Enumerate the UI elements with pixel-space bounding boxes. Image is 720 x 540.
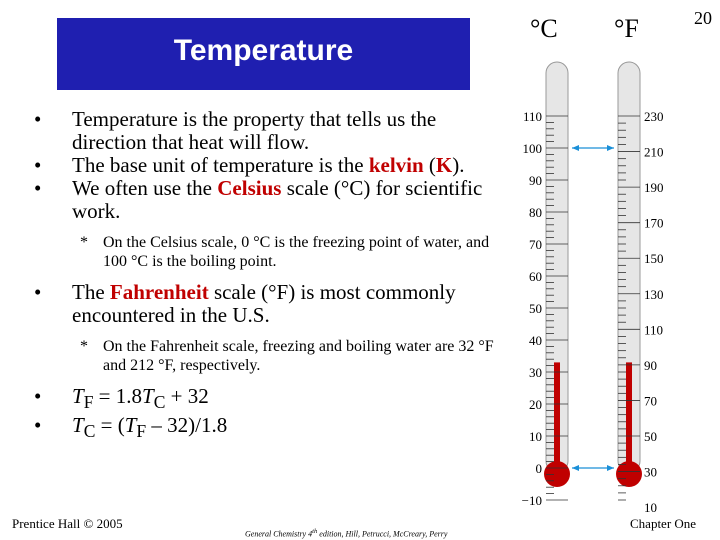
arrowhead	[572, 145, 579, 151]
title-banner	[57, 18, 470, 90]
fahrenheit-liquid	[626, 362, 632, 466]
celsius-tick-label: −10	[521, 493, 542, 508]
sub-bullet-text: On the Celsius scale, 0 °C is the freezing point of water, and 100 °C is the boiling point.	[103, 234, 490, 270]
sub-bullet-item	[28, 337, 498, 375]
fahrenheit-tick-label: 50	[644, 429, 657, 444]
bullet-text: Temperature is the property that tells us the direction that heat will flow.	[72, 107, 437, 154]
arrowhead	[607, 465, 614, 471]
celsius-tick-label: 100	[522, 141, 542, 156]
formula-var: T	[72, 384, 84, 408]
bullet-dot: •	[34, 280, 42, 304]
celsius-term: Celsius	[217, 176, 282, 200]
fahrenheit-tick-label: 90	[644, 357, 657, 373]
formula-text: + 32	[165, 384, 209, 408]
footer-chapter: Chapter One	[630, 516, 697, 531]
bullet-text: ).	[452, 153, 465, 177]
celsius-tick-label: 60	[529, 269, 542, 284]
celsius-tick-label: 70	[529, 237, 542, 252]
fahrenheit-term: Fahrenheit	[109, 280, 209, 304]
fahrenheit-tick-label: 130	[644, 286, 664, 302]
fahrenheit-unit-label: °F	[614, 14, 639, 43]
formula-item	[28, 414, 498, 443]
kelvin-symbol: K	[435, 153, 453, 177]
citation-sup: th	[312, 528, 318, 535]
formula-text: = (	[95, 413, 125, 438]
fahrenheit-tick-label: 30	[644, 464, 657, 480]
bullet-item	[28, 281, 498, 327]
celsius-tick-label: 110	[522, 109, 542, 124]
formula-sub: F	[136, 421, 147, 442]
sub-bullet-marker: *	[80, 234, 88, 251]
bullet-item	[28, 108, 498, 154]
arrowhead	[572, 465, 579, 471]
kelvin-term: kelvin	[368, 153, 424, 177]
formula-var: T	[72, 413, 84, 438]
celsius-tick-label: 40	[529, 333, 542, 348]
celsius-liquid	[554, 362, 560, 466]
celsius-tick-label: 50	[529, 301, 542, 316]
celsius-tick-label: 30	[529, 365, 542, 380]
celsius-tick-label: 20	[529, 397, 542, 412]
citation-text: edition, Hill, Petrucci, McCreary, Perry	[317, 529, 448, 539]
bullet-text: scale (°C) for scientific work.	[72, 176, 483, 223]
citation-text: General Chemistry 4	[245, 529, 313, 539]
formula-text: – 32)/1.8	[146, 413, 228, 438]
bullet-text: The	[72, 280, 110, 304]
bullet-dot: •	[34, 413, 42, 438]
bullet-text: The base unit of temperature is the	[72, 153, 369, 177]
bullet-dot: •	[34, 176, 42, 200]
bullet-text: scale (°F) is most commonly encountered in the U.S.	[72, 280, 456, 327]
page-number: 20	[694, 8, 712, 28]
fahrenheit-tick-label: 70	[644, 393, 657, 409]
bullet-dot: •	[34, 384, 42, 408]
slide-title: Temperature	[173, 34, 354, 67]
celsius-tick-label: 10	[529, 429, 542, 444]
formula-text: = 1.8	[93, 384, 143, 408]
bullet-item	[28, 154, 498, 177]
sub-bullet-marker: *	[80, 338, 88, 355]
bullet-dot: •	[34, 153, 42, 177]
formula-sub: F	[83, 392, 94, 413]
celsius-tick-label: 80	[529, 205, 542, 220]
formula-item	[28, 385, 498, 414]
celsius-unit-label: °C	[530, 14, 558, 43]
bullet-item	[28, 177, 498, 223]
fahrenheit-tick-label: 170	[644, 215, 664, 231]
footer-citation	[245, 528, 447, 539]
sub-bullet-item	[28, 233, 498, 271]
bullet-list	[28, 108, 498, 443]
formula-sub: C	[83, 421, 96, 442]
arrowhead	[607, 145, 614, 151]
thermometer-illustration	[510, 0, 720, 516]
celsius-tick-label: 90	[529, 173, 542, 188]
sub-bullet-text: On the Fahrenheit scale, freezing and boiling water are 32 °F and 212 °F, respectively.	[103, 338, 494, 374]
fahrenheit-tick-label: 110	[644, 322, 664, 338]
fahrenheit-tick-label: 230	[644, 109, 664, 124]
fahrenheit-tick-label: 150	[644, 251, 664, 267]
formula-var: T	[142, 384, 154, 408]
formula-var: T	[124, 413, 137, 438]
bullet-text: We often use the	[72, 176, 218, 200]
fahrenheit-tick-label: 210	[644, 144, 664, 160]
fahrenheit-bulb	[616, 461, 642, 487]
bullet-text: (	[423, 153, 436, 177]
formula-sub: C	[153, 392, 166, 413]
footer-publisher: Prentice Hall © 2005	[12, 516, 123, 531]
bullet-dot: •	[34, 107, 42, 131]
fahrenheit-tick-label: 10	[644, 500, 657, 516]
fahrenheit-tick-label: 190	[644, 180, 664, 196]
celsius-tick-label: 0	[535, 461, 542, 476]
